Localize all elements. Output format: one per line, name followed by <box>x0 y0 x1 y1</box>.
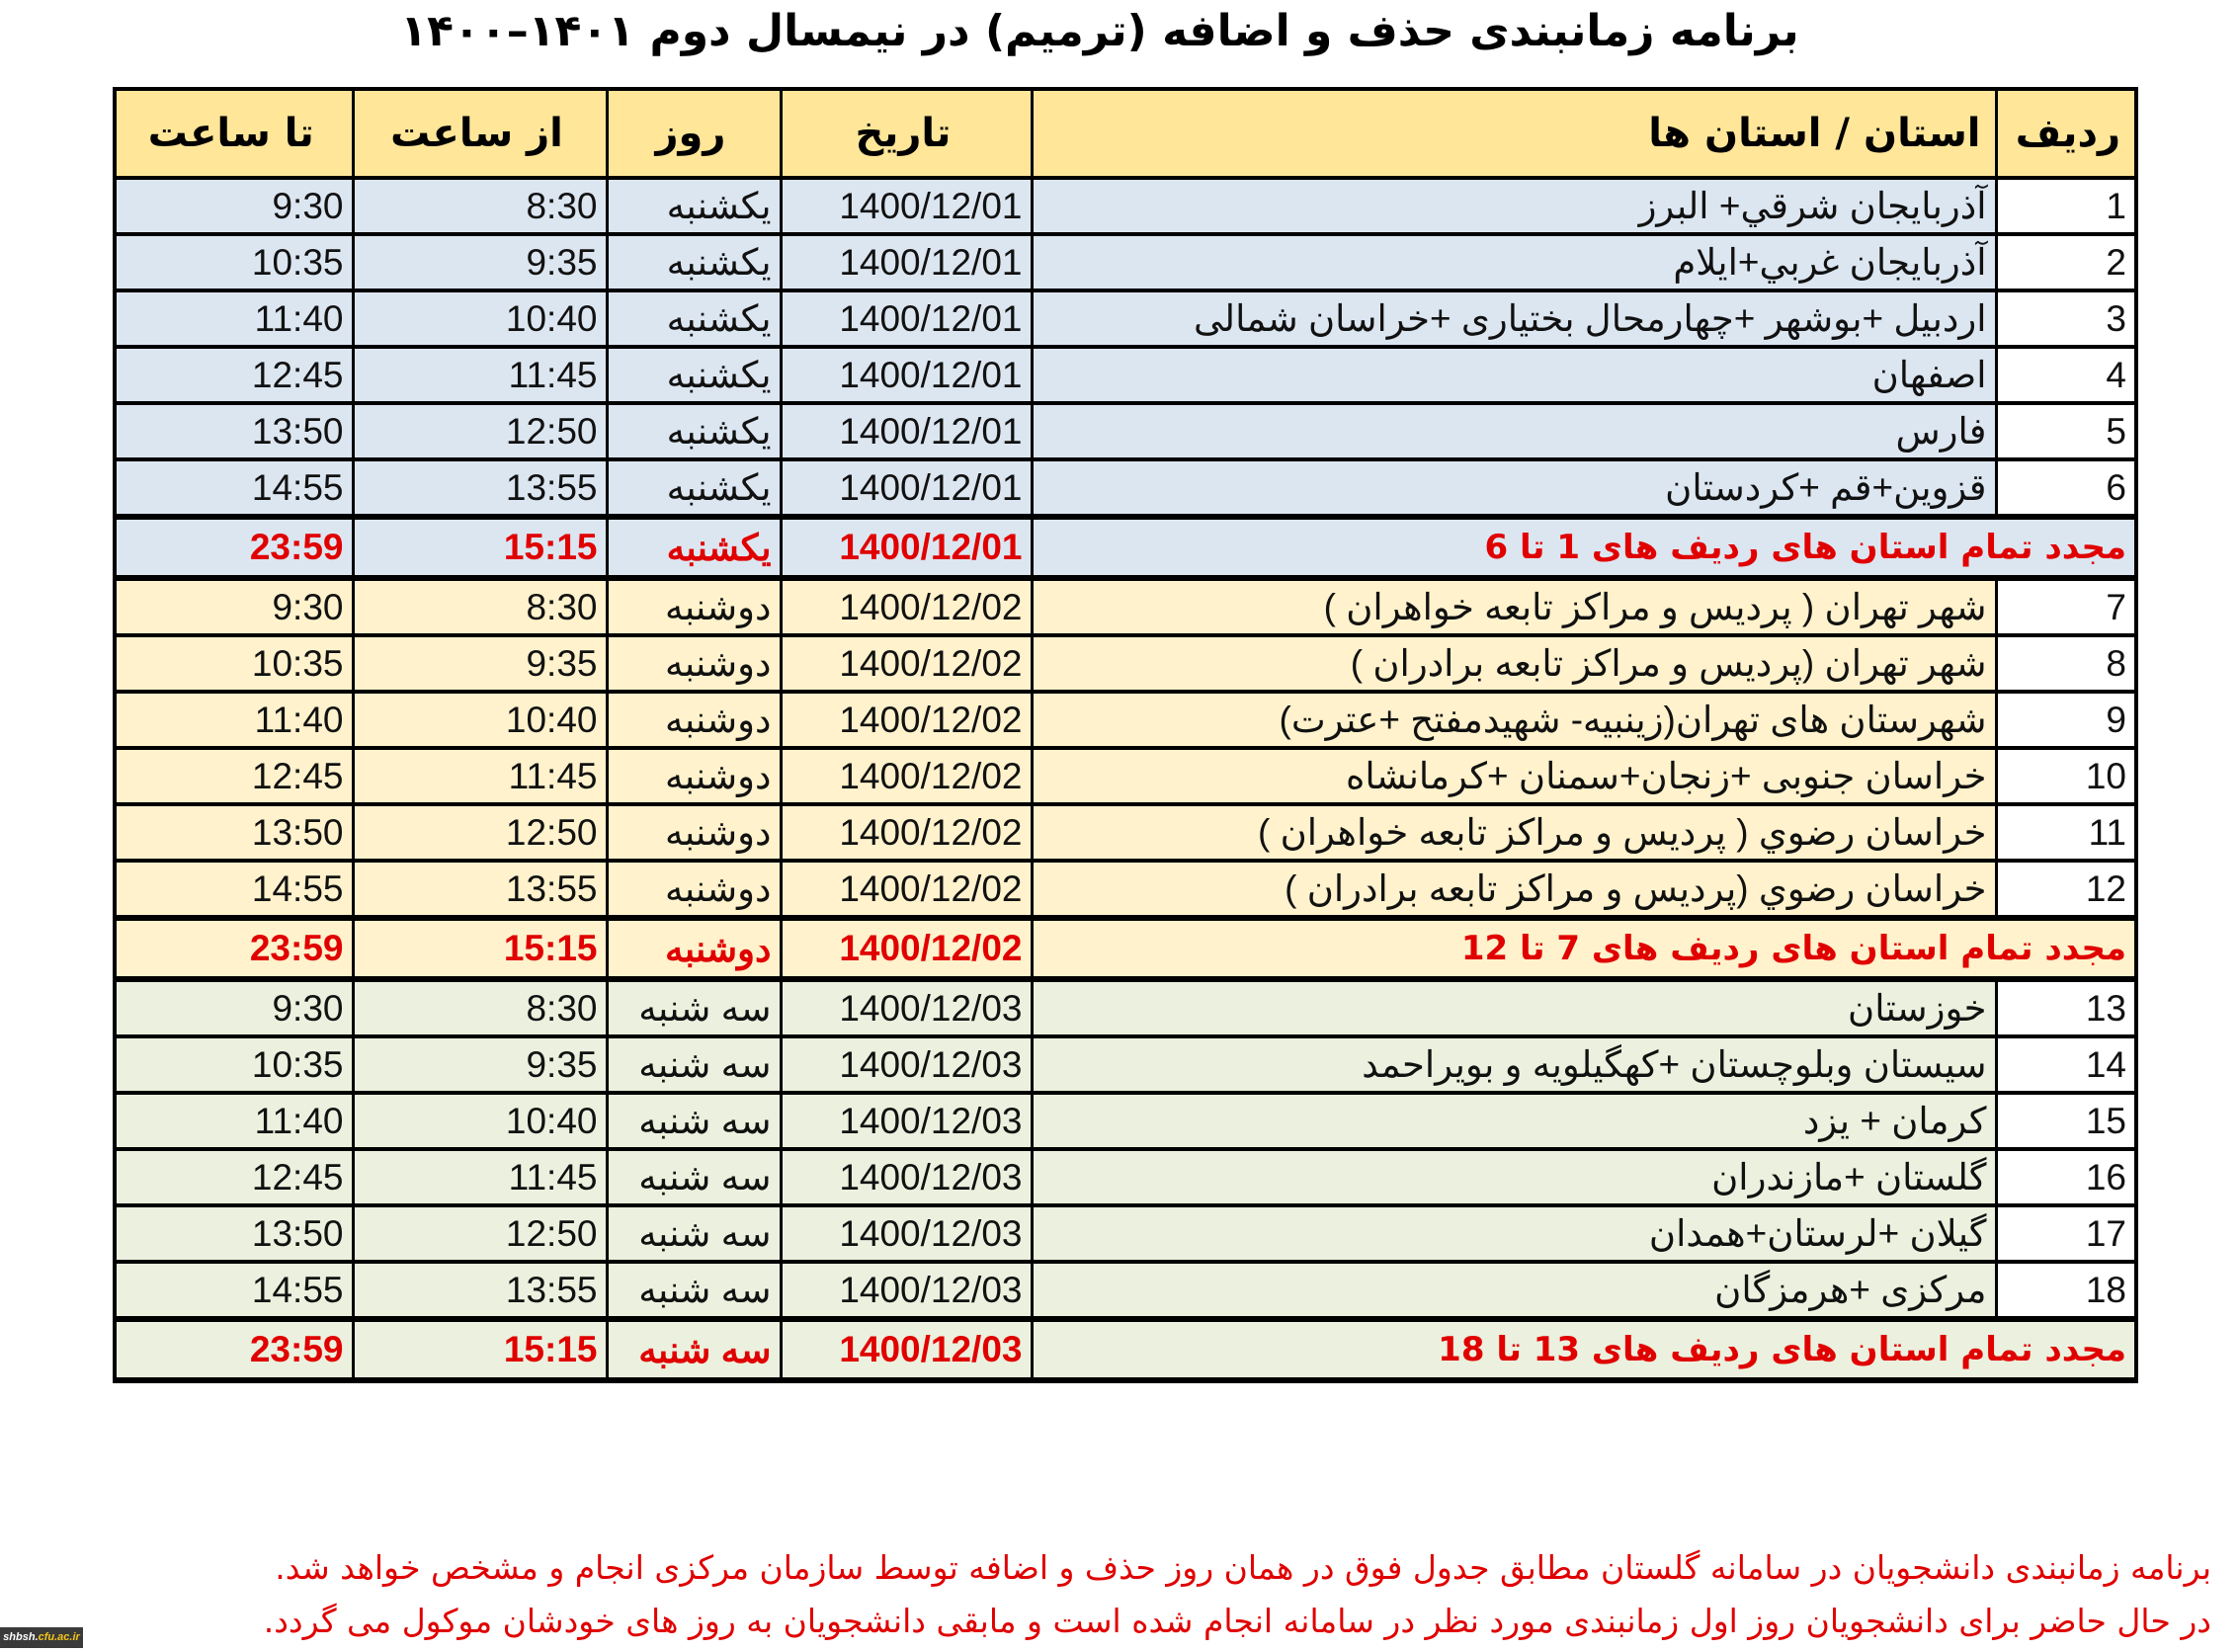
cell-date: 1400/12/03 <box>781 1036 1032 1093</box>
cell-day: سه شنبه <box>607 1262 781 1319</box>
cell-from-time: 11:45 <box>353 1149 607 1205</box>
cell-day: دوشنبه <box>607 804 781 861</box>
cell-row-number: 7 <box>1996 578 2136 635</box>
cell-from-time: 8:30 <box>353 979 607 1036</box>
cell-date: 1400/12/03 <box>781 1149 1032 1205</box>
cell-day: سه شنبه <box>607 1149 781 1205</box>
table-row <box>115 1036 2136 1093</box>
cell-day: یکشنبه <box>607 234 781 290</box>
cell-row-number: 14 <box>1996 1036 2136 1093</box>
cell-day: سه شنبه <box>607 1036 781 1093</box>
cell-date: 1400/12/03 <box>781 1093 1032 1149</box>
cell-to-time: 13:50 <box>115 804 353 861</box>
summary-label: مجدد تمام استان های ردیف های 13 تا 18 <box>1032 1319 2136 1380</box>
table-row <box>115 347 2136 403</box>
cell-date: 1400/12/02 <box>781 861 1032 918</box>
header-day: روز <box>607 89 781 178</box>
cell-date: 1400/12/02 <box>781 748 1032 804</box>
table-row <box>115 979 2136 1036</box>
cell-date: 1400/12/02 <box>781 578 1032 635</box>
cell-row-number: 1 <box>1996 178 2136 234</box>
cell-date: 1400/12/03 <box>781 1262 1032 1319</box>
table-row <box>115 804 2136 861</box>
cell-province: فارس <box>1032 403 1996 459</box>
cell-from-time: 10:40 <box>353 290 607 347</box>
cell-province: شهرستان های تهران(زینبیه- شهیدمفتح +عترت) <box>1032 692 1996 748</box>
cell-to-time: 14:55 <box>115 861 353 918</box>
cell-row-number: 9 <box>1996 692 2136 748</box>
cell-from-time: 8:30 <box>353 578 607 635</box>
cell-to-time: 10:35 <box>115 635 353 692</box>
header-province: استان / استان ها <box>1032 89 1996 178</box>
cell-date: 1400/12/01 <box>781 459 1032 517</box>
table-row <box>115 1093 2136 1149</box>
cell-province: خراسان جنوبی +زنجان+سمنان +کرمانشاه <box>1032 748 1996 804</box>
cell-row-number: 8 <box>1996 635 2136 692</box>
cell-from-time: 12:50 <box>353 804 607 861</box>
cell-date: 1400/12/02 <box>781 804 1032 861</box>
table-header-row <box>115 89 2136 178</box>
cell-to-time: 13:50 <box>115 1205 353 1262</box>
cell-province: کرمان + یزد <box>1032 1093 1996 1149</box>
cell-date: 1400/12/01 <box>781 234 1032 290</box>
cell-from-time: 9:35 <box>353 1036 607 1093</box>
cell-from-time: 9:35 <box>353 234 607 290</box>
page-title <box>0 6 2239 56</box>
summary-day: یکشنبه <box>607 517 781 578</box>
table-row <box>115 1205 2136 1262</box>
cell-to-time: 12:45 <box>115 1149 353 1205</box>
summary-label: مجدد تمام استان های ردیف های 1 تا 6 <box>1032 517 2136 578</box>
table-row <box>115 748 2136 804</box>
summary-from-time: 15:15 <box>353 517 607 578</box>
cell-province: شهر تهران (پردیس و مراکز تابعه برادران ) <box>1032 635 1996 692</box>
summary-day: سه شنبه <box>607 1319 781 1380</box>
cell-to-time: 9:30 <box>115 178 353 234</box>
cell-from-time: 12:50 <box>353 1205 607 1262</box>
table-row <box>115 234 2136 290</box>
cell-from-time: 13:55 <box>353 861 607 918</box>
cell-date: 1400/12/01 <box>781 178 1032 234</box>
summary-to-time: 23:59 <box>115 918 353 979</box>
summary-date: 1400/12/03 <box>781 1319 1032 1380</box>
cell-row-number: 4 <box>1996 347 2136 403</box>
cell-day: سه شنبه <box>607 979 781 1036</box>
cell-to-time: 9:30 <box>115 979 353 1036</box>
cell-province: سيستان وبلوچستان +کهگيلويه و بویراحمد <box>1032 1036 1996 1093</box>
table-row <box>115 861 2136 918</box>
table-row <box>115 692 2136 748</box>
table-row <box>115 1149 2136 1205</box>
summary-to-time: 23:59 <box>115 1319 353 1380</box>
table-row <box>115 1262 2136 1319</box>
cell-from-time: 8:30 <box>353 178 607 234</box>
table-row <box>115 578 2136 635</box>
table-row <box>115 178 2136 234</box>
cell-to-time: 10:35 <box>115 1036 353 1093</box>
cell-row-number: 5 <box>1996 403 2136 459</box>
cell-from-time: 13:55 <box>353 1262 607 1319</box>
summary-date: 1400/12/02 <box>781 918 1032 979</box>
cell-day: یکشنبه <box>607 459 781 517</box>
summary-row <box>115 517 2136 578</box>
table-row <box>115 459 2136 517</box>
cell-row-number: 11 <box>1996 804 2136 861</box>
header-row-number: ردیف <box>1996 89 2136 178</box>
cell-date: 1400/12/01 <box>781 290 1032 347</box>
cell-row-number: 13 <box>1996 979 2136 1036</box>
cell-to-time: 11:40 <box>115 290 353 347</box>
summary-to-time: 23:59 <box>115 517 353 578</box>
cell-province: خراسان رضوي ( پردیس و مراکز تابعه خواهران ) <box>1032 804 1996 861</box>
cell-province: اصفهان <box>1032 347 1996 403</box>
cell-province: مرکزی +هرمزگان <box>1032 1262 1996 1319</box>
cell-day: یکشنبه <box>607 178 781 234</box>
note-line-1: برنامه زمانبندی دانشجویان در سامانه گلستان مطابق جدول فوق در همان روز حذف و اضافه توسط سازمان مرکزی انجام و مشخص خواهد شد. <box>275 1548 2211 1587</box>
cell-day: یکشنبه <box>607 403 781 459</box>
cell-to-time: 14:55 <box>115 1262 353 1319</box>
cell-from-time: 13:55 <box>353 459 607 517</box>
cell-row-number: 2 <box>1996 234 2136 290</box>
site-watermark <box>0 1627 83 1648</box>
cell-to-time: 10:35 <box>115 234 353 290</box>
cell-from-time: 10:40 <box>353 1093 607 1149</box>
cell-day: یکشنبه <box>607 347 781 403</box>
header-to-time: تا ساعت <box>115 89 353 178</box>
cell-province: خوزستان <box>1032 979 1996 1036</box>
cell-province: شهر تهران ( پردیس و مراکز تابعه خواهران ) <box>1032 578 1996 635</box>
cell-to-time: 11:40 <box>115 1093 353 1149</box>
notes <box>8 1541 2211 1648</box>
cell-row-number: 12 <box>1996 861 2136 918</box>
cell-row-number: 10 <box>1996 748 2136 804</box>
cell-date: 1400/12/03 <box>781 979 1032 1036</box>
table-row <box>115 290 2136 347</box>
summary-row <box>115 918 2136 979</box>
cell-date: 1400/12/02 <box>781 635 1032 692</box>
cell-day: سه شنبه <box>607 1205 781 1262</box>
cell-to-time: 13:50 <box>115 403 353 459</box>
cell-day: دوشنبه <box>607 861 781 918</box>
cell-province: گلستان +مازندران <box>1032 1149 1996 1205</box>
summary-from-time: 15:15 <box>353 918 607 979</box>
summary-row <box>115 1319 2136 1380</box>
cell-from-time: 10:40 <box>353 692 607 748</box>
cell-day: دوشنبه <box>607 692 781 748</box>
summary-date: 1400/12/01 <box>781 517 1032 578</box>
note-line-2: در حال حاضر برای دانشجویان روز اول زمانبندی مورد نظر در سامانه انجام شده است و مابقی دانشجویان به روز های خودشان موکول می گردد. <box>263 1602 2211 1640</box>
cell-day: دوشنبه <box>607 578 781 635</box>
watermark-domain: cfu.ac.ir <box>38 1631 80 1643</box>
cell-province: گيلان +لرستان+همدان <box>1032 1205 1996 1262</box>
cell-day: یکشنبه <box>607 290 781 347</box>
cell-province: آذربايجان شرقي+ البرز <box>1032 178 1996 234</box>
summary-from-time: 15:15 <box>353 1319 607 1380</box>
cell-row-number: 18 <box>1996 1262 2136 1319</box>
cell-day: دوشنبه <box>607 635 781 692</box>
cell-row-number: 3 <box>1996 290 2136 347</box>
cell-to-time: 11:40 <box>115 692 353 748</box>
cell-row-number: 6 <box>1996 459 2136 517</box>
header-from-time: از ساعت <box>353 89 607 178</box>
header-date: تاریخ <box>781 89 1032 178</box>
cell-day: سه شنبه <box>607 1093 781 1149</box>
table-row <box>115 403 2136 459</box>
cell-province: آذربايجان غربي+ایلام <box>1032 234 1996 290</box>
cell-province: خراسان رضوي (پردیس و مراکز تابعه برادران ) <box>1032 861 1996 918</box>
schedule-table <box>113 87 2138 1383</box>
cell-to-time: 9:30 <box>115 578 353 635</box>
cell-day: دوشنبه <box>607 748 781 804</box>
cell-to-time: 12:45 <box>115 347 353 403</box>
summary-day: دوشنبه <box>607 918 781 979</box>
summary-label: مجدد تمام استان های ردیف های 7 تا 12 <box>1032 918 2136 979</box>
page-title-text: برنامه زمانبندی حذف و اضافه (ترمیم) در نیمسال دوم ۱۴۰۱–۱۴۰۰ <box>400 6 1799 56</box>
cell-from-time: 11:45 <box>353 748 607 804</box>
cell-date: 1400/12/02 <box>781 692 1032 748</box>
cell-to-time: 14:55 <box>115 459 353 517</box>
cell-date: 1400/12/03 <box>781 1205 1032 1262</box>
cell-row-number: 17 <box>1996 1205 2136 1262</box>
cell-row-number: 15 <box>1996 1093 2136 1149</box>
cell-province: قزوین+قم +کردستان <box>1032 459 1996 517</box>
table-body <box>115 178 2136 1380</box>
cell-date: 1400/12/01 <box>781 403 1032 459</box>
cell-row-number: 16 <box>1996 1149 2136 1205</box>
cell-to-time: 12:45 <box>115 748 353 804</box>
cell-from-time: 12:50 <box>353 403 607 459</box>
watermark-prefix: shbsh. <box>3 1631 39 1643</box>
cell-province: اردبیل +بوشهر +چهارمحال بختیاری +خراسان شمالی <box>1032 290 1996 347</box>
cell-from-time: 11:45 <box>353 347 607 403</box>
table-row <box>115 635 2136 692</box>
cell-date: 1400/12/01 <box>781 347 1032 403</box>
cell-from-time: 9:35 <box>353 635 607 692</box>
